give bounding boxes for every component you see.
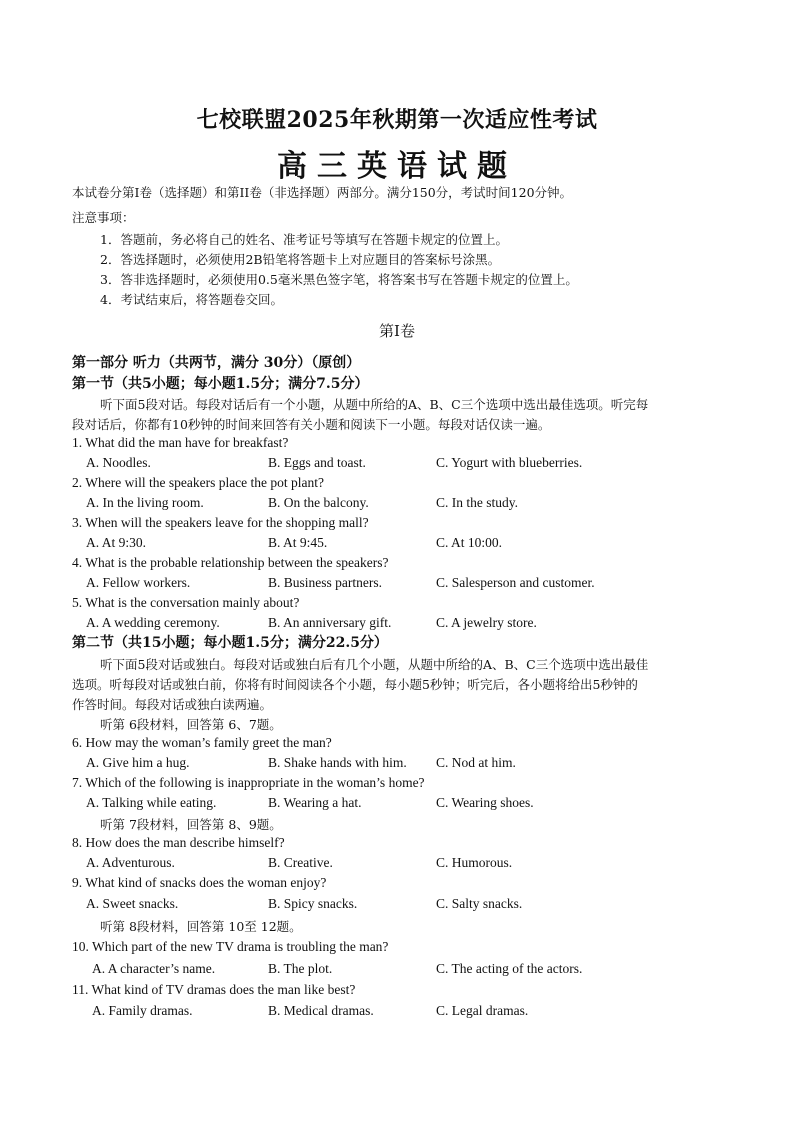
question-stem: 4. What is the probable relationship between the speakers? <box>72 555 389 570</box>
option-a: A. Adventurous. <box>86 855 175 870</box>
notice-item: 2．答选择题时，必须使用2B铅笔将答题卡上对应题目的答案标号涂黑。 <box>100 252 501 267</box>
exam-intro: 本试卷分第I卷（选择题）和第II卷（非选择题）两部分。满分150分，考试时间120分钟。 <box>72 185 573 200</box>
option-a: A. A wedding ceremony. <box>86 615 220 630</box>
option-c: C. At 10:00. <box>436 535 503 550</box>
section1-heading: 第一节（共5小题；每小题1.5分；满分7.5分） <box>72 376 369 392</box>
question-stem: 2. Where will the speakers place the pot plant? <box>72 475 325 490</box>
question-stem: 9. What kind of snacks does the woman enjoy? <box>72 875 327 890</box>
option-c: C. Legal dramas. <box>436 1003 529 1018</box>
notice-item: 4．考试结束后，将答题卷交回。 <box>100 292 283 307</box>
section1-instructions: 听下面5段对话。每段对话后有一个小题，从题中所给的A、B、C三个选项中选出最佳选项。听完每 <box>100 397 649 412</box>
option-a: A. In the living room. <box>86 495 204 510</box>
option-c: C. Yogurt with blueberries. <box>436 455 583 470</box>
option-a: A. Fellow workers. <box>86 575 191 590</box>
section2-instructions: 听下面5段对话或独白。每段对话或独白后有几个小题，从题中所给的A、B、C三个选项中选出最佳 <box>100 657 649 672</box>
option-b: B. Spicy snacks. <box>268 896 358 911</box>
option-b: B. Shake hands with him. <box>268 755 407 770</box>
question-stem: 3. When will the speakers leave for the shopping mall? <box>72 515 369 530</box>
option-b: B. Eggs and toast. <box>268 455 366 470</box>
question-stem: 8. How does the man describe himself? <box>72 835 285 850</box>
material-note: 听第 7段材料，回答第 8、9题。 <box>100 817 282 832</box>
notice-heading: 注意事项： <box>72 210 135 225</box>
option-a: A. Give him a hug. <box>86 755 190 770</box>
part-heading: 第一部分 听力（共两节，满分 30分）（原创） <box>72 355 361 371</box>
option-a: A. Talking while eating. <box>86 795 217 810</box>
option-b: B. The plot. <box>268 961 333 976</box>
exam-subtitle: 高三英语试题 <box>277 149 517 184</box>
option-c: C. Salty snacks. <box>436 896 523 911</box>
option-c: C. Salesperson and customer. <box>436 575 595 590</box>
option-a: A. At 9:30. <box>86 535 147 550</box>
option-c: C. In the study. <box>436 495 518 510</box>
exam-title: 七校联盟2025年秋期第一次适应性考试 <box>196 107 598 133</box>
question-stem: 5. What is the conversation mainly about? <box>72 595 300 610</box>
material-note: 听第 6段材料，回答第 6、7题。 <box>100 717 282 732</box>
option-b: B. On the balcony. <box>268 495 369 510</box>
option-b: B. Wearing a hat. <box>268 795 362 810</box>
question-stem: 10. Which part of the new TV drama is troubling the man? <box>72 939 389 954</box>
material-note: 听第 8段材料，回答第 10至 12题。 <box>100 919 302 934</box>
option-c: C. Nod at him. <box>436 755 516 770</box>
option-b: B. An anniversary gift. <box>268 615 392 630</box>
section2-instructions: 作答时间。每段对话或独白读两遍。 <box>72 697 273 712</box>
question-stem: 11. What kind of TV dramas does the man like best? <box>72 982 356 997</box>
option-b: B. Business partners. <box>268 575 382 590</box>
option-b: B. At 9:45. <box>268 535 328 550</box>
option-b: B. Medical dramas. <box>268 1003 374 1018</box>
option-a: A. Noodles. <box>86 455 151 470</box>
question-stem: 7. Which of the following is inappropriate in the woman’s home? <box>72 775 425 790</box>
option-b: B. Creative. <box>268 855 333 870</box>
section1-instructions: 段对话后，你都有10秒钟的时间来回答有关小题和阅读下一小题。每段对话仅读一遍。 <box>72 417 551 432</box>
question-stem: 1. What did the man have for breakfast? <box>72 435 289 450</box>
option-a: A. A character’s name. <box>92 961 216 976</box>
volume-heading: 第I卷 <box>379 322 415 340</box>
option-a: A. Sweet snacks. <box>86 896 179 911</box>
option-c: C. Humorous. <box>436 855 513 870</box>
section2-heading: 第二节（共15小题；每小题1.5分；满分22.5分） <box>72 635 388 651</box>
section2-instructions: 选项。听每段对话或独白前，你将有时间阅读各个小题，每小题5秒钟；听完后，各小题将给出5秒钟的 <box>72 677 638 692</box>
option-c: C. Wearing shoes. <box>436 795 534 810</box>
question-stem: 6. How may the woman’s family greet the man? <box>72 735 332 750</box>
option-a: A. Family dramas. <box>92 1003 193 1018</box>
notice-item: 3．答非选择题时，必须使用0.5毫米黑色签字笔，将答案书写在答题卡规定的位置上。 <box>100 272 578 287</box>
notice-item: 1．答题前，务必将自己的姓名、准考证号等填写在答题卡规定的位置上。 <box>100 232 508 247</box>
option-c: C. The acting of the actors. <box>436 961 583 976</box>
option-c: C. A jewelry store. <box>436 615 537 630</box>
